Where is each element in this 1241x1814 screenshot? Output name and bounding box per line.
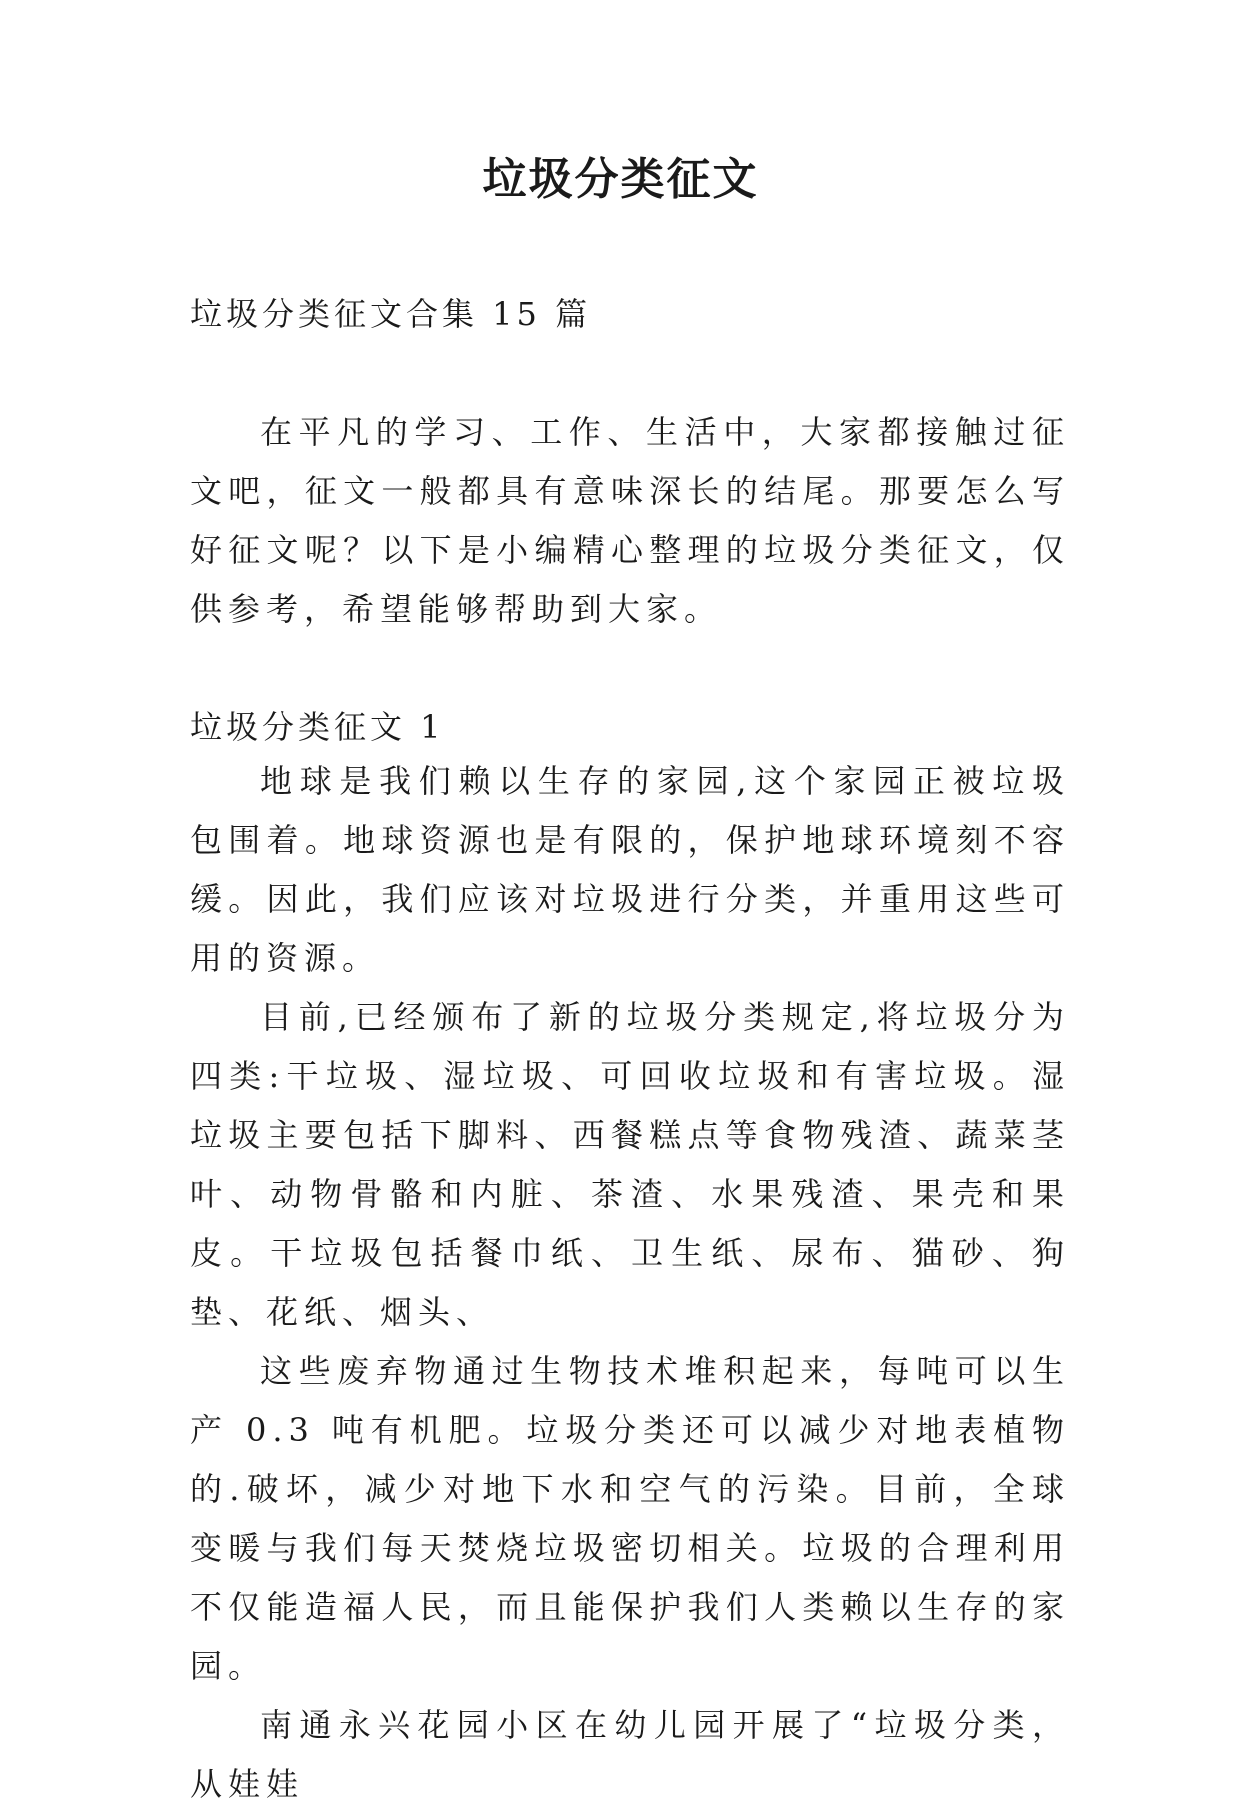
document-title: 垃圾分类征文 — [482, 154, 759, 205]
essay-paragraph: 这些废弃物通过生物技术堆积起来，每吨可以生产 0.3 吨有机肥。垃圾分类还可以减少对地表植物的.破坏，减少对地下水和空气的污染。目前，全球变暖与我们每天焚烧垃圾密切相关。垃圾的合理利用不仅能造福人民，而且能保护我们人类赖以生存的家园。 — [190, 1352, 1070, 1685]
essay-paragraph: 地球是我们赖以生存的家园,这个家园正被垃圾包围着。地球资源也是有限的，保护地球环境刻不容缓。因此，我们应该对垃圾进行分类，并重用这些可用的资源。 — [190, 762, 1070, 977]
essay-paragraph: 南通永兴花园小区在幼儿园开展了“垃圾分类，从娃娃 — [190, 1706, 1070, 1803]
intro-block — [190, 403, 1070, 639]
section-heading: 垃圾分类征文 1 — [190, 708, 445, 746]
document-subtitle: 垃圾分类征文合集 15 篇 — [190, 295, 592, 333]
essay-paragraph: 目前,已经颁布了新的垃圾分类规定,将垃圾分为四类:干垃圾、湿垃圾、可回收垃圾和有害垃圾。湿垃圾主要包括下脚料、西餐糕点等食物残渣、蔬菜茎叶、动物骨骼和内脏、茶渣、水果残渣、果壳和果皮。干垃圾包括餐巾纸、卫生纸、尿布、猫砂、狗垫、花纸、烟头、 — [190, 998, 1070, 1331]
intro-paragraph: 在平凡的学习、工作、生活中，大家都接触过征文吧，征文一般都具有意味深长的结尾。那要怎么写好征文呢？以下是小编精心整理的垃圾分类征文，仅供参考，希望能够帮助到大家。 — [190, 413, 1070, 628]
essay-body — [190, 752, 1070, 1814]
